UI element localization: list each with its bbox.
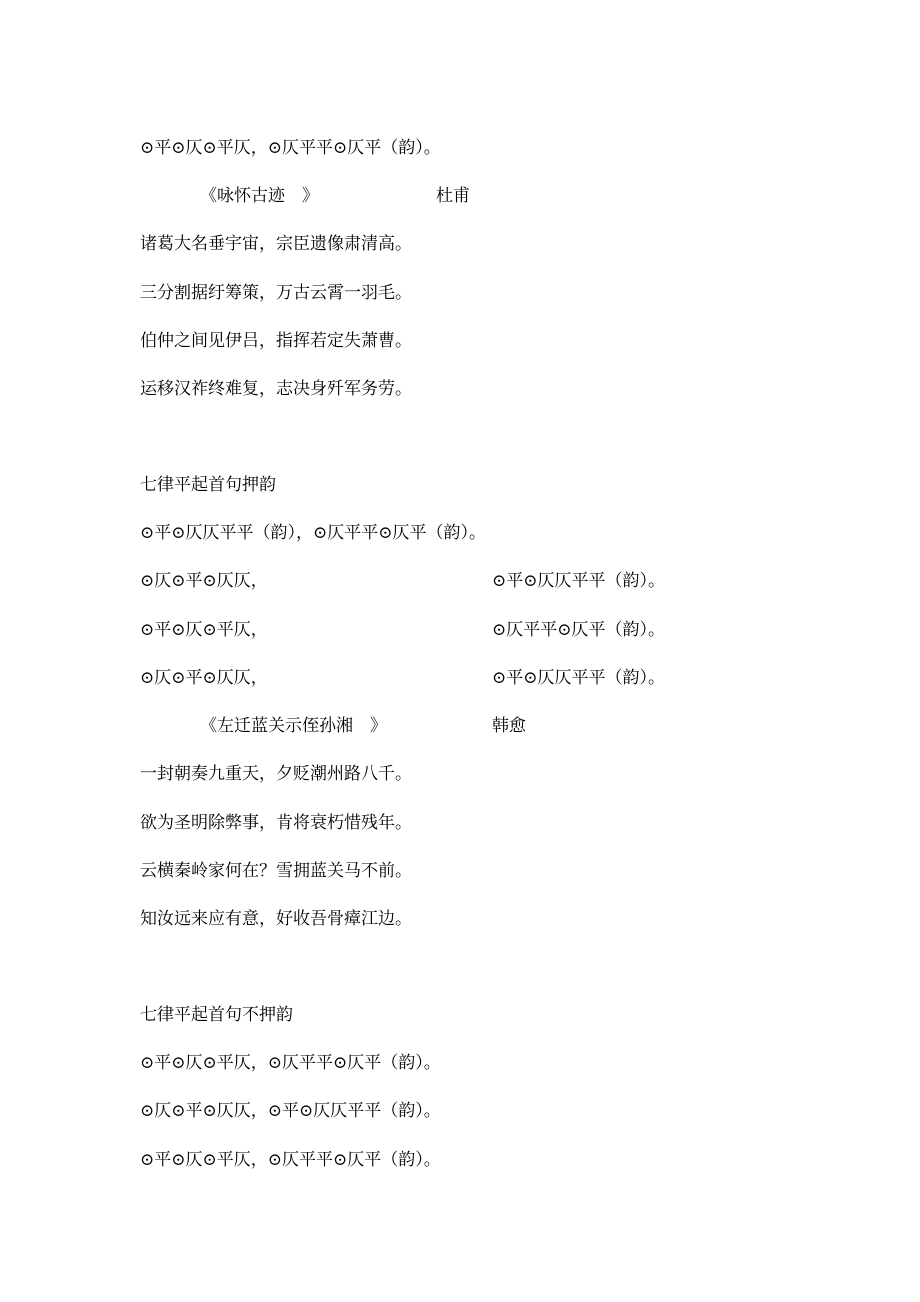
meter-pattern-line: ⊙仄⊙平⊙仄仄，⊙平⊙仄仄平平（韵）。 <box>140 1101 441 1121</box>
meter-pattern-right: ⊙仄平平⊙仄平（韵）。 <box>492 620 665 640</box>
poem-title: 《左迁蓝关示侄孙湘 》 <box>200 716 387 736</box>
poem-line: 伯仲之间见伊吕，指挥若定失萧曹。 <box>140 331 412 351</box>
poem-author: 杜甫 <box>436 186 470 206</box>
meter-pattern-line: ⊙平⊙仄⊙平仄，⊙仄平平⊙仄平（韵）。 <box>140 1053 441 1073</box>
meter-pattern-left: ⊙仄⊙平⊙仄仄， <box>140 668 268 688</box>
poem-line: 云横秦岭家何在？雪拥蓝关马不前。 <box>140 861 412 881</box>
meter-pattern-line: ⊙平⊙仄⊙平仄，⊙仄平平⊙仄平（韵）。 <box>140 1150 441 1170</box>
meter-pattern-right: ⊙平⊙仄仄平平（韵）。 <box>492 571 665 591</box>
section-heading: 七律平起首句不押韵 <box>140 1005 293 1025</box>
meter-pattern-right: ⊙平⊙仄仄平平（韵）。 <box>492 668 665 688</box>
poem-line: 知汝远来应有意，好收吾骨瘴江边。 <box>140 909 412 929</box>
poem-line: 诸葛大名垂宇宙，宗臣遗像肃清高。 <box>140 234 412 254</box>
poem-line: 欲为圣明除弊事，肯将衰朽惜残年。 <box>140 813 412 833</box>
poem-author: 韩愈 <box>492 716 526 736</box>
meter-pattern-left: ⊙平⊙仄⊙平仄， <box>140 620 268 640</box>
poem-line: 一封朝奏九重天，夕贬潮州路八千。 <box>140 764 412 784</box>
poem-line: 三分割据纡筹策，万古云霄一羽毛。 <box>140 283 412 303</box>
meter-pattern-line: ⊙平⊙仄⊙平仄，⊙仄平平⊙仄平（韵）。 <box>140 138 441 158</box>
section-heading: 七律平起首句押韵 <box>140 475 276 495</box>
poem-line: 运移汉祚终难复，志决身歼军务劳。 <box>140 379 412 399</box>
meter-pattern-line: ⊙平⊙仄仄平平（韵），⊙仄平平⊙仄平（韵）。 <box>140 523 486 543</box>
poem-title: 《咏怀古迹 》 <box>200 186 319 206</box>
meter-pattern-left: ⊙仄⊙平⊙仄仄， <box>140 571 268 591</box>
